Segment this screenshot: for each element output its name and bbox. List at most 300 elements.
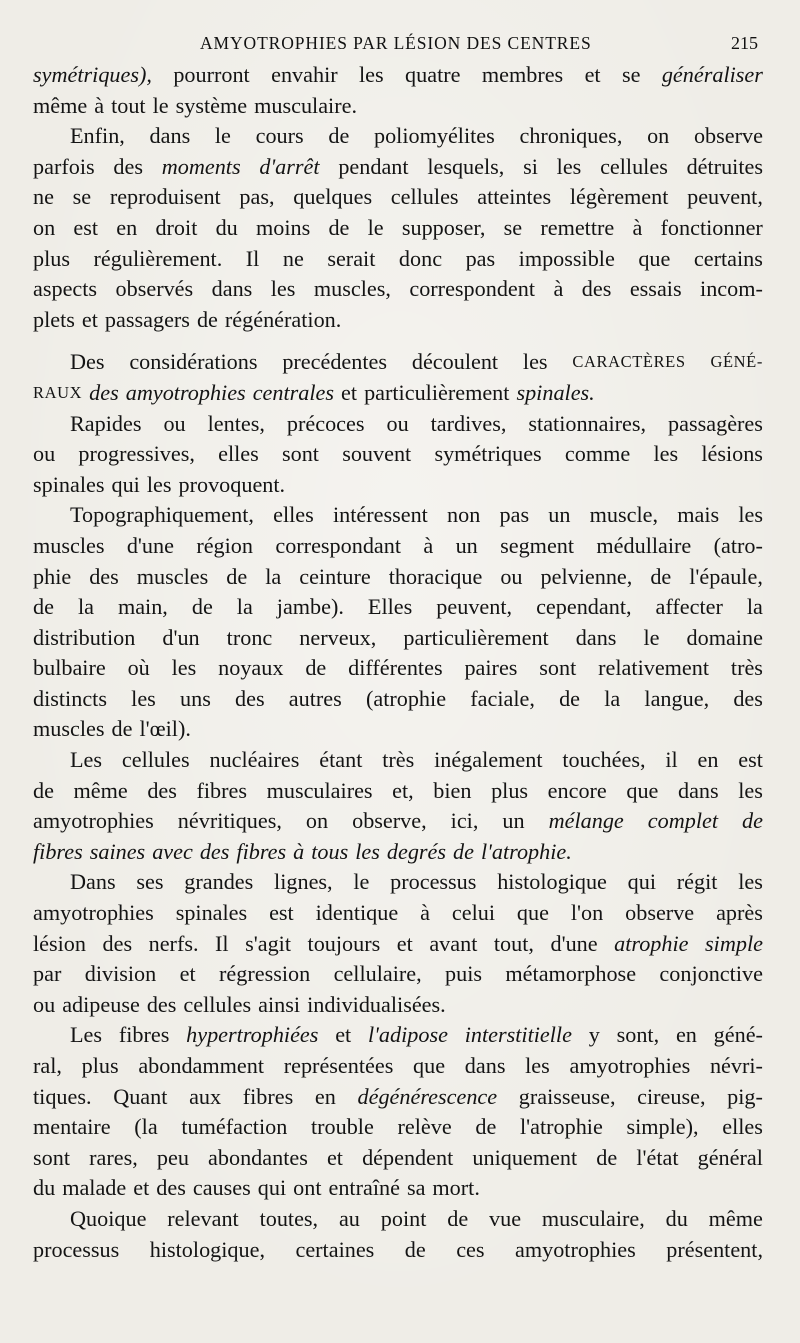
word: le: [214, 123, 231, 149]
word: (atro-: [713, 532, 763, 558]
word: considérations: [129, 349, 258, 375]
word: médullaire: [596, 532, 692, 558]
word: certains: [693, 245, 763, 271]
word: division: [84, 961, 157, 987]
word: aspects: [33, 276, 98, 302]
word: le: [152, 92, 169, 118]
word: de: [196, 306, 218, 332]
word: ral,: [33, 1053, 62, 1078]
word: par: [33, 961, 62, 987]
word: graisseuse,: [518, 1083, 616, 1109]
page-header: [0, 30, 800, 60]
word: tout,: [493, 930, 534, 956]
word: correspondant: [275, 532, 402, 558]
word: tout: [111, 92, 146, 118]
word: domaine: [686, 624, 763, 650]
text-line: [33, 213, 763, 244]
word: fibres: [33, 838, 83, 864]
page-number: 215: [731, 33, 758, 53]
word: pendant: [338, 153, 409, 179]
word: particulièrement: [364, 379, 510, 405]
word: abondamment: [138, 1053, 265, 1078]
text-line: [33, 531, 763, 562]
word: degrés: [386, 838, 447, 864]
word: que: [626, 777, 659, 803]
word: est: [738, 747, 763, 773]
word: pas: [499, 502, 530, 528]
word: on: [33, 214, 56, 240]
word: sont,: [616, 1022, 660, 1048]
word: en: [697, 747, 719, 773]
word: l'atrophie: [519, 1114, 603, 1140]
word: de: [404, 1236, 426, 1262]
word: même: [33, 92, 88, 118]
word: les: [556, 153, 582, 179]
word: la: [746, 594, 763, 620]
word: cours: [255, 123, 304, 149]
word: particulièrement: [403, 624, 549, 650]
word: différentes: [348, 655, 443, 681]
word: en: [314, 1083, 336, 1109]
word: amyotrophies: [33, 900, 154, 926]
word: remettre: [540, 214, 615, 240]
word: nerfs.: [148, 930, 199, 956]
word: découlent: [411, 349, 499, 375]
word: un: [455, 532, 478, 558]
word: de: [305, 655, 327, 681]
word: névri-: [709, 1053, 763, 1078]
word: plus: [33, 245, 70, 271]
word: toujours: [307, 930, 381, 956]
text-line: [33, 1082, 763, 1113]
text-line: [33, 470, 763, 501]
word: métamorphose: [505, 961, 637, 987]
word: segment: [500, 532, 575, 558]
word: pelvienne,: [540, 563, 633, 589]
word: avec: [152, 838, 193, 864]
word: de: [475, 1114, 497, 1140]
word: et: [133, 1175, 150, 1201]
word: cellules: [600, 153, 668, 179]
word: les: [525, 1053, 550, 1078]
word: entraîné: [328, 1175, 400, 1201]
word: spinales.: [516, 379, 595, 405]
word: Il: [215, 930, 229, 956]
word: se: [503, 214, 523, 240]
text-line: [33, 806, 763, 837]
word: tiques.: [33, 1083, 92, 1109]
word: et: [584, 62, 601, 87]
word: détruites: [686, 153, 763, 179]
word: présentent,: [666, 1236, 763, 1262]
word: des: [89, 379, 119, 405]
word: autres: [288, 685, 342, 711]
word: symétriques: [434, 441, 542, 467]
word: et: [396, 930, 413, 956]
word: moins: [255, 214, 311, 240]
word: GÉNÉ-: [710, 352, 763, 372]
word: tuméfaction: [181, 1114, 288, 1140]
word: se: [621, 62, 641, 87]
text-line: [33, 776, 763, 807]
word: fonctionner: [660, 214, 763, 240]
word: les: [146, 471, 172, 497]
word: du: [33, 1175, 56, 1201]
word: supposer,: [401, 214, 486, 240]
word: lésions: [701, 441, 763, 467]
text-line: [33, 439, 763, 470]
word: atrophie: [614, 930, 689, 956]
word: fibres: [236, 838, 287, 864]
word: trouble: [310, 1114, 374, 1140]
word: ses: [136, 869, 164, 895]
word: certaines: [295, 1236, 375, 1262]
word: musculaires: [266, 777, 373, 803]
word: et: [81, 306, 98, 332]
word: et,: [392, 777, 414, 803]
word: que: [516, 900, 549, 926]
word: les: [359, 62, 384, 87]
word: histologique,: [149, 1236, 265, 1262]
word: CARACTÈRES: [572, 352, 686, 372]
word: à: [553, 276, 564, 302]
word: qui: [627, 869, 657, 895]
word: elles: [218, 441, 259, 467]
word: les: [738, 502, 763, 528]
word: précoces: [286, 410, 365, 436]
word: malade: [62, 1175, 127, 1201]
word: inégalement: [434, 747, 543, 773]
word: RAUX: [33, 382, 83, 402]
word: bulbaire: [33, 655, 106, 681]
text-line: [33, 91, 763, 122]
text-line: [33, 592, 763, 623]
word: et: [341, 379, 358, 405]
word: les: [738, 777, 763, 803]
text-line: [33, 182, 763, 213]
word: cellulaire,: [333, 961, 422, 987]
word: de: [559, 685, 581, 711]
word: ici,: [450, 808, 479, 834]
word: tardives,: [430, 410, 507, 436]
word: fibres: [242, 1083, 294, 1109]
word: et: [326, 1144, 343, 1170]
text-line: [33, 623, 763, 654]
word: sont: [33, 1144, 70, 1170]
word: vue: [489, 1205, 522, 1231]
word: spinales: [175, 900, 248, 926]
word: à: [420, 900, 430, 926]
word: on: [647, 123, 670, 149]
word: Elles: [367, 594, 413, 620]
word: si: [523, 153, 538, 179]
word: musculaire,: [541, 1205, 645, 1231]
text-line: [33, 990, 763, 1021]
word: observe: [693, 123, 763, 149]
word: les: [270, 276, 296, 302]
word: il: [665, 747, 678, 773]
word: est: [269, 900, 294, 926]
word: grandes: [184, 869, 254, 895]
word: même: [708, 1205, 763, 1231]
word: atteintes: [477, 184, 552, 210]
word: le: [367, 214, 384, 240]
word: affecter: [655, 594, 723, 620]
word: on: [305, 808, 329, 834]
word: les: [653, 441, 679, 467]
word: les: [171, 655, 197, 681]
word: relève: [397, 1114, 452, 1140]
word: processus: [390, 869, 477, 895]
text-line: [33, 347, 763, 378]
word: jambe).: [276, 594, 344, 620]
word: ces: [456, 1236, 485, 1262]
word: Les: [70, 747, 103, 773]
word: dépendent: [362, 1144, 454, 1170]
text-line: [33, 837, 763, 868]
word: dégénérescence: [357, 1083, 498, 1109]
word: en: [675, 1022, 697, 1048]
word: incom-: [700, 276, 763, 302]
word: Rapides: [70, 410, 142, 436]
word: poliomyélites: [373, 123, 495, 149]
word: des: [581, 276, 612, 302]
word: de: [650, 563, 672, 589]
word: dans: [575, 624, 617, 650]
word: et: [335, 1022, 352, 1048]
word: noyaux: [218, 655, 284, 681]
word: lesquels,: [427, 153, 505, 179]
word: phie: [33, 563, 72, 589]
word: Enfin,: [70, 123, 125, 149]
word: représentées: [283, 1053, 394, 1078]
word: lentes,: [207, 410, 265, 436]
word: adipeuse: [62, 991, 140, 1017]
word: main,: [117, 594, 168, 620]
word: mais: [677, 502, 720, 528]
paragraph-gap: [33, 335, 763, 347]
word: après: [716, 900, 763, 926]
word: thoracique: [388, 563, 483, 589]
word: langue,: [644, 685, 710, 711]
text-line: [33, 274, 763, 305]
word: l'œil).: [139, 716, 191, 742]
word: intéressent: [332, 502, 428, 528]
word: bien: [433, 777, 472, 803]
word: peuvent,: [687, 184, 763, 210]
word: passagers: [104, 306, 190, 332]
word: cellules: [183, 991, 252, 1017]
word: de: [328, 123, 350, 149]
word: système: [175, 92, 248, 118]
word: des: [235, 685, 265, 711]
word: où: [127, 655, 150, 681]
word: mentaire: [33, 1114, 111, 1140]
word: tronc: [226, 624, 273, 650]
text-line: [33, 1235, 763, 1266]
word: donc: [398, 245, 443, 271]
text-line: [33, 562, 763, 593]
text-line: [33, 959, 763, 990]
word: de: [191, 594, 213, 620]
word: légèrement: [569, 184, 669, 210]
text-line: [33, 898, 763, 929]
word: moments: [161, 153, 241, 179]
word: histologique: [497, 869, 607, 895]
word: avant: [429, 930, 478, 956]
word: membres: [481, 62, 564, 87]
word: l'on: [570, 900, 604, 926]
text-line: [33, 409, 763, 440]
text-line: [33, 867, 763, 898]
word: des: [89, 563, 119, 589]
word: d'une: [550, 930, 598, 956]
word: la: [604, 685, 621, 711]
word: point: [380, 1205, 427, 1231]
word: sa: [406, 1175, 426, 1201]
word: au: [338, 1205, 360, 1231]
word: plus: [491, 777, 529, 803]
text-line: [33, 684, 763, 715]
text-line: [33, 305, 763, 336]
word: observe,: [352, 808, 427, 834]
text-line: [33, 244, 763, 275]
word: le: [353, 869, 370, 895]
word: hypertrophiées: [186, 1022, 319, 1048]
word: ou: [386, 410, 409, 436]
word: ainsi: [258, 991, 301, 1017]
word: de: [226, 563, 248, 589]
word: lésion: [33, 930, 86, 956]
word: la: [265, 563, 282, 589]
text-line: [33, 1204, 763, 1235]
word: simple),: [626, 1114, 699, 1140]
word: (atrophie: [365, 685, 447, 711]
word: région: [196, 532, 253, 558]
word: encore: [547, 777, 607, 803]
word: stationnaires,: [528, 410, 647, 436]
word: à: [423, 532, 434, 558]
word: dans: [211, 276, 253, 302]
word: interstitielle: [464, 1022, 572, 1048]
word: généraliser: [661, 62, 763, 87]
word: peuvent,: [436, 594, 513, 620]
word: conjonctive: [659, 961, 763, 987]
word: observés: [115, 276, 194, 302]
word: général: [697, 1144, 763, 1170]
word: les: [131, 685, 156, 711]
word: chroniques,: [519, 123, 623, 149]
word: identique: [315, 900, 399, 926]
word: elles: [273, 502, 314, 528]
word: peu: [156, 1144, 189, 1170]
word: amyotrophies: [125, 379, 246, 405]
word: dans: [464, 1053, 506, 1078]
word: pig-: [727, 1083, 763, 1109]
word: Dans: [70, 869, 116, 895]
word: des: [199, 838, 230, 864]
text-line: [33, 500, 763, 531]
text-line: [33, 653, 763, 684]
word: sont: [539, 655, 577, 681]
word: de: [596, 1144, 618, 1170]
word: rares,: [89, 1144, 138, 1170]
word: pourront: [173, 62, 250, 87]
word: lignes,: [274, 869, 333, 895]
text-line: [33, 714, 763, 745]
word: fibres: [196, 777, 248, 803]
text-line: [33, 378, 763, 409]
word: à: [94, 92, 105, 118]
word: reproduisent: [109, 184, 221, 210]
word: observe: [625, 900, 695, 926]
word: des: [147, 777, 177, 803]
word: abondantes: [208, 1144, 308, 1170]
word: étant: [319, 747, 363, 773]
text-line: [33, 152, 763, 183]
word: muscles,: [313, 276, 391, 302]
word: qui: [257, 1175, 287, 1201]
word: des: [146, 991, 177, 1017]
word: du: [215, 214, 238, 240]
word: quatre: [405, 62, 461, 87]
word: centrales: [252, 379, 335, 405]
word: distincts: [33, 685, 107, 711]
word: dans: [149, 123, 191, 149]
word: régénération.: [224, 306, 342, 332]
word: l'état: [636, 1144, 679, 1170]
word: de: [33, 777, 54, 803]
word: pas: [465, 245, 496, 271]
word: de: [742, 808, 763, 834]
text-line: [33, 745, 763, 776]
word: cellules: [121, 747, 190, 773]
text-line: [33, 929, 763, 960]
word: complet: [647, 808, 719, 834]
text-line: [33, 60, 763, 91]
word: Quoique: [70, 1205, 147, 1231]
word: s'agit: [245, 930, 292, 956]
word: simple: [705, 930, 763, 956]
word: processus: [33, 1236, 120, 1262]
word: les: [522, 349, 548, 375]
word: paires: [464, 655, 518, 681]
word: à: [632, 214, 643, 240]
word: comme: [564, 441, 631, 467]
word: quelques: [293, 184, 373, 210]
word: (la: [134, 1114, 158, 1140]
word: muscles: [33, 532, 105, 558]
word: des: [102, 930, 133, 956]
word: ne: [33, 184, 54, 210]
word: régression: [219, 961, 311, 987]
word: névritiques,: [177, 808, 282, 834]
word: les: [355, 838, 380, 864]
word: puis: [445, 961, 483, 987]
word: muscles: [136, 563, 209, 589]
word: dans: [677, 777, 719, 803]
text-line: [33, 1173, 763, 1204]
word: de: [447, 1205, 469, 1231]
word: relevant: [167, 1205, 239, 1231]
word: que: [638, 245, 671, 271]
word: faciale,: [470, 685, 535, 711]
word: toutes,: [259, 1205, 319, 1231]
word: saines: [89, 838, 146, 864]
word: precédentes: [282, 349, 388, 375]
word: des: [156, 1175, 186, 1201]
word: parfois: [33, 153, 95, 179]
